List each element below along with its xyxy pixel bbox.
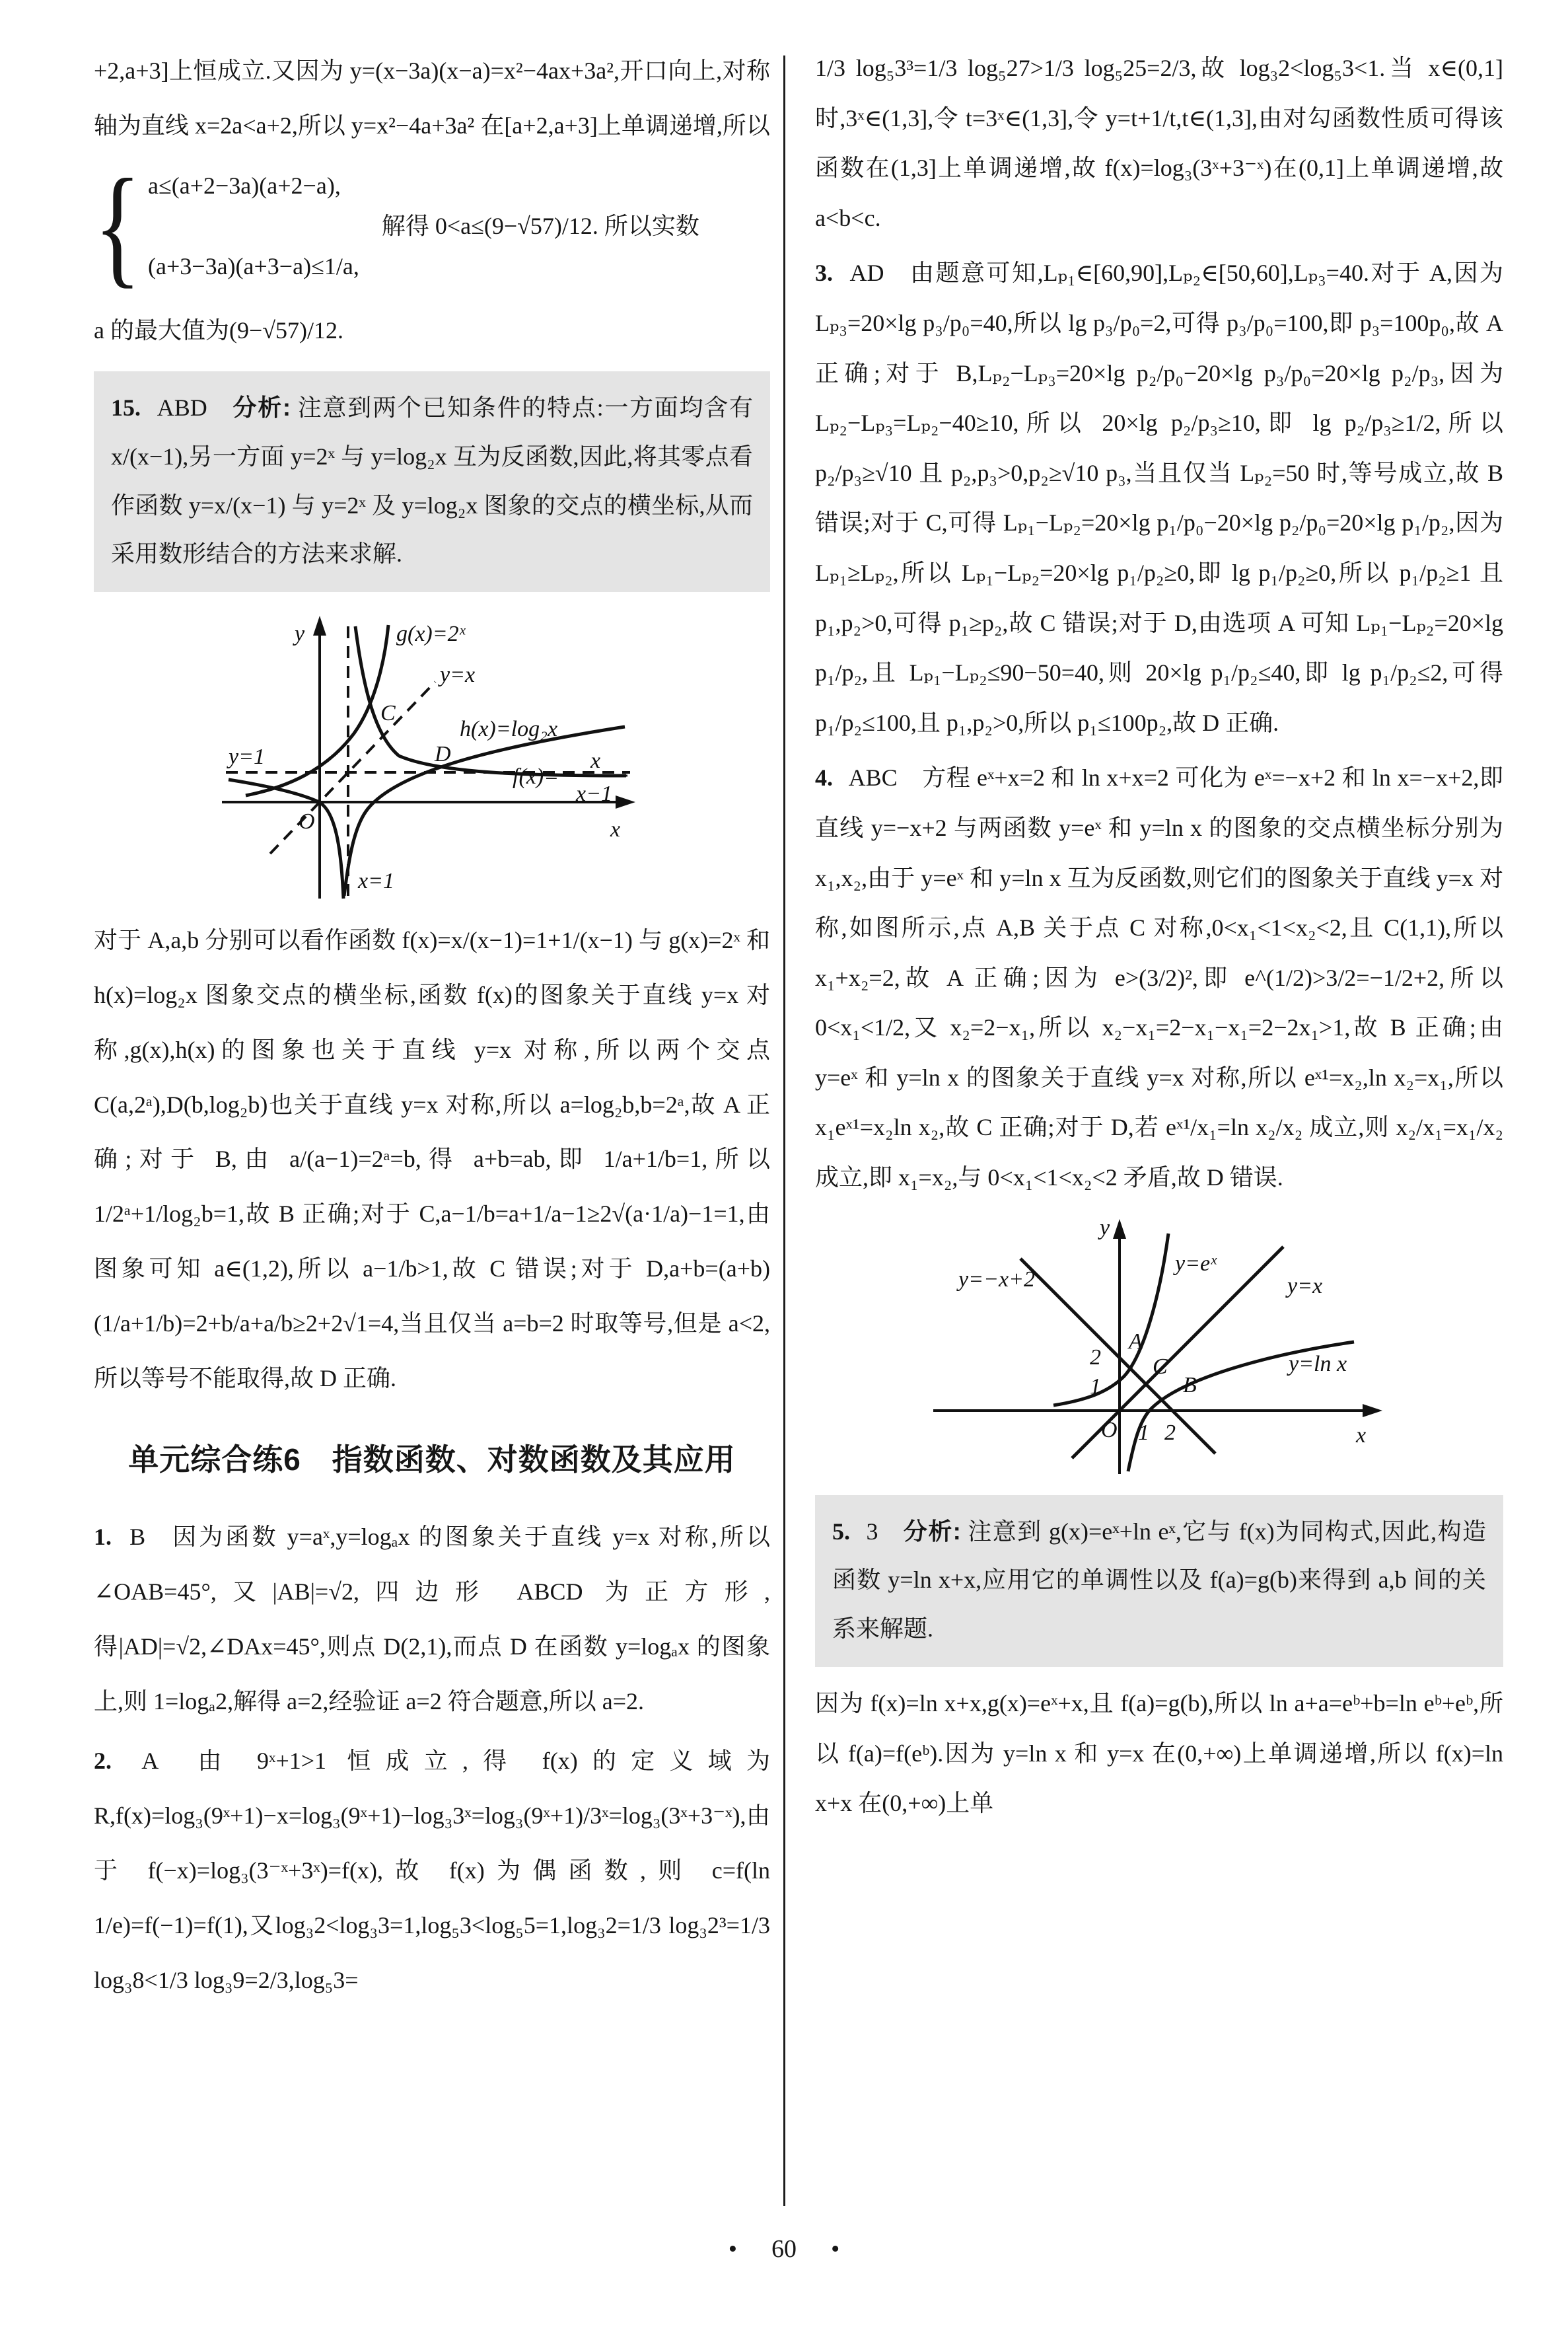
fig1-label-origin: O bbox=[299, 809, 315, 834]
fig2-label-C: C bbox=[1153, 1354, 1168, 1379]
problem-15-answer: ABD bbox=[157, 394, 207, 421]
fig1-label-y-equals-x: y=x bbox=[440, 663, 476, 688]
dashed-y-equals-x bbox=[270, 682, 435, 854]
fig2-label-A: A bbox=[1129, 1329, 1143, 1354]
page-footer bbox=[0, 2234, 1568, 2264]
fig2-label-exp: y=eˣ bbox=[1175, 1251, 1217, 1276]
fig1-label-f-denominator: x−1 bbox=[576, 782, 613, 807]
problem-2-answer: A bbox=[141, 1748, 159, 1775]
analysis-box-15 bbox=[94, 371, 770, 592]
fig2-label-line: y=−x+2 bbox=[958, 1267, 1036, 1292]
figure-problem-4 bbox=[921, 1212, 1397, 1482]
system-lines bbox=[148, 159, 359, 295]
analysis-5-text bbox=[832, 1507, 1486, 1654]
fig1-label-f-numerator: x bbox=[590, 749, 601, 774]
fig2-label-B: B bbox=[1183, 1372, 1197, 1397]
page-number: 60 bbox=[771, 2235, 797, 2263]
fig1-label-g: g(x)=2ˣ bbox=[396, 622, 466, 647]
system-conclusion: 解得 0<a≤(9−√57)/12. 所以实数 bbox=[381, 212, 699, 239]
section-title: 单元综合练6 指数函数、对数函数及其应用 bbox=[128, 1442, 736, 1477]
fig1-label-y1: y=1 bbox=[229, 745, 266, 770]
fig1-label-C: C bbox=[380, 701, 396, 726]
problem-3 bbox=[815, 248, 1503, 748]
right-column bbox=[815, 44, 1503, 1834]
fig2-label-x: x bbox=[1356, 1422, 1367, 1448]
solution-5-body: 因为 f(x)=ln x+x,g(x)=eˣ+x,且 f(a)=g(b),所以 ln a+a=eᵇ+b=ln eᵇ+eᵇ,所以 f(a)=f(eᵇ).因为 y=ln x 和 y=x 在(0,+∞)上单调递增,所以 f(x)=ln x+x 在(0,+∞)上单 bbox=[815, 1690, 1503, 1817]
fig2-label-origin: O bbox=[1101, 1417, 1118, 1442]
problem-2-number: 2. bbox=[94, 1748, 112, 1775]
problem-2 bbox=[94, 1734, 770, 2007]
fig2-label-y-equals-x: y=x bbox=[1287, 1273, 1323, 1298]
x-axis-arrow bbox=[616, 795, 635, 809]
problem-3-number: 3. bbox=[815, 260, 833, 287]
analysis-label: 分析: bbox=[232, 393, 291, 421]
column-divider bbox=[783, 55, 785, 2206]
system-line-2: (a+3−3a)(a+3−a)≤1/a, bbox=[148, 253, 359, 280]
solution-2-continuation: 1/3 log₅3³=1/3 log₅27>1/3 log₅25=2/3,故 log₃2<log₅3<1.当 x∈(0,1]时,3ˣ∈(1,3],令 t=3ˣ∈(1,3],令 y=t+1/t,t∈(1,3],由对勾函数性质可得该函数在(1,3]上单调递增,故 f(x)=log₃(3ˣ+3⁻ˣ)在(0,1]上单调递增,故 a<b<c. bbox=[815, 55, 1503, 231]
analysis-15-text bbox=[111, 383, 753, 579]
problem-2-body: 由 9ˣ+1>1 恒成立,得 f(x)的定义域为 R,f(x)=log₃(9ˣ+1)−x=log₃(9ˣ+1)−log₃3ˣ=log₃(9ˣ+1)/3ˣ=log₃(3ˣ+3⁻ˣ),由于 f(−x)=log₃(3⁻ˣ+3ˣ)=f(x),故 f(x)为偶函数,则 c=f(ln 1/e)=f(−1)=f(1),又log₃2<log₃3=1,log₅3<log₅5=1,log₃2=1/3 log₃2³=1/3 log₃8<1/3 log₃9=2/3,log₅3= bbox=[94, 1748, 771, 1993]
analysis-5-body: 注意到 g(x)=eˣ+ln eˣ,它与 f(x)为同构式,因此,构造函数 y=ln x+x,应用它的单调性以及 f(a)=g(b)来得到 a,b 间的关系来解题. bbox=[832, 1518, 1487, 1642]
problem-3-body: 由题意可知,Lₚ₁∈[60,90],Lₚ₂∈[50,60],Lₚ₃=40.对于 A,因为 Lₚ₃=20×lg p₃/p₀=40,所以 lg p₃/p₀=2,可得 p₃/p₀=100,即 p₃=100p₀,故 A 正确;对于 B,Lₚ₂−Lₚ₃=20×lg p₂/p₀−20×lg p₃/p₀=20×lg p₂/p₃,因为 Lₚ₂−Lₚ₃=Lₚ₂−40≥10,所以 20×lg p₂/p₃≥10,即 lg p₂/p₃≥1/2,所以 p₂/p₃≥√10 且 p₂,p₃>0,p₂≥√10 p₃,当且仅当 Lₚ₂=50 时,等号成立,故 B 错误;对于 C,可得 Lₚ₁−Lₚ₂=20×lg p₁/p₀−20×lg p₂/p₀=20×lg p₁/p₂,因为 Lₚ₁≥Lₚ₂,所以 Lₚ₁−Lₚ₂=20×lg p₁/p₂≥0,即 lg p₁/p₂≥0,所以 p₁/p₂≥1 且 p₁,p₂>0,可得 p₁≥p₂,故 C 错误;对于 D,由选项 A 可知 Lₚ₁−Lₚ₂=20×lg p₁/p₂,且 Lₚ₁−Lₚ₂≤90−50=40,则 20×lg p₁/p₂≤40,即 lg p₁/p₂≤2,可得 p₁/p₂≤100,且 p₁,p₂>0,所以 p₁≤100p₂,故 D 正确. bbox=[815, 260, 1504, 736]
problem-1 bbox=[94, 1510, 770, 1728]
problem-1-answer: B bbox=[129, 1524, 146, 1551]
footer-dot-left: • bbox=[728, 2235, 737, 2263]
solution-14-continuation: +2,a+3]上恒成立.又因为 y=(x−3a)(x−a)=x²−4ax+3a²,开口向上,对称轴为直线 x=2a<a+2,所以 y=x²−4a+3a² 在[a+2,a+3]上单调递增,所以 bbox=[94, 57, 770, 139]
brace-glyph: { bbox=[94, 152, 141, 301]
problem-4-body: 方程 eˣ+x=2 和 ln x+x=2 可化为 eˣ=−x+2 和 ln x=−x+2,即直线 y=−x+2 与两函数 y=eˣ 和 y=ln x 的图象的交点横坐标分别为 x₁,x₂,由于 y=eˣ 和 y=ln x 互为反函数,则它们的图象关于直线 y=x 对称,如图所示,点 A,B 关于点 C 对称,0<x₁<1<x₂<2,且 C(1,1),所以 x₁+x₂=2,故 A 正确;因为 e>(3/2)²,即 e^(1/2)>3/2=−1/2+2,所以 0<x₁<1/2,又 x₂=2−x₁,所以 x₂−x₁=2−x₁−x₁=2−2x₁>1,故 B 正确;由 y=eˣ 和 y=ln x 的图象关于直线 y=x 对称,所以 eˣ¹=x₂,ln x₂=x₁,所以 x₁eˣ¹=x₂ln x₂,故 C 正确;对于 D,若 eˣ¹/x₁=ln x₂/x₂ 成立,则 x₂/x₁=x₁/x₂ 成立,即 x₁=x₂,与 0<x₁<1<x₂<2 矛盾,故 D 错误. bbox=[815, 764, 1504, 1191]
line-y-equals-minus-x-plus-2 bbox=[1020, 1259, 1215, 1454]
fig1-label-x: x bbox=[610, 817, 621, 842]
fig2-tick-y2: 2 bbox=[1090, 1345, 1101, 1370]
problem-4 bbox=[815, 753, 1503, 1202]
fig2-tick-y1: 1 bbox=[1090, 1374, 1101, 1399]
system-line-1: a≤(a+2−3a)(a+2−a), bbox=[148, 172, 341, 199]
footer-dot-right: • bbox=[831, 2235, 840, 2263]
analysis-15-body: 注意到两个已知条件的特点:一方面均含有 x/(x−1),另一方面 y=2ˣ 与 y=log₂x 互为反函数,因此,将其零点看作函数 y=x/(x−1) 与 y=2ˣ 及 y=log₂x 图象的交点的横坐标,从而采用数形结合的方法来求解. bbox=[111, 394, 754, 568]
fig1-label-h: h(x)=log₂x bbox=[460, 717, 558, 742]
problem-1-number: 1. bbox=[94, 1524, 112, 1551]
fig1-label-y: y bbox=[295, 622, 305, 647]
x-axis-arrow bbox=[1363, 1404, 1382, 1417]
problem-3-answer: AD bbox=[849, 260, 884, 287]
fig1-label-f-prefix: f(x)= bbox=[513, 764, 559, 790]
fig2-tick-x2: 2 bbox=[1164, 1420, 1176, 1445]
problem-5-number: 5. bbox=[832, 1518, 850, 1545]
y-axis-arrow bbox=[1113, 1219, 1126, 1239]
problem-1-body: 因为函数 y=aˣ,y=logₐx 的图象关于直线 y=x 对称,所以∠OAB=45°,又|AB|=√2,四边形 ABCD 为正方形,得|AD|=√2,∠DAx=45°,则点 D(2,1),而点 D 在函数 y=logₐx 的图象上,则 1=logₐ2,解得 a=2,经验证 a=2 符合题意,所以 a=2. bbox=[94, 1524, 771, 1715]
curve-f-left-branch bbox=[229, 780, 343, 899]
left-column bbox=[94, 44, 770, 2012]
fig2-tick-x1: 1 bbox=[1138, 1420, 1149, 1445]
curve-g-2-pow-x bbox=[246, 625, 388, 795]
analysis-label: 分析: bbox=[903, 1517, 961, 1545]
fig2-label-ln: y=ln x bbox=[1289, 1351, 1347, 1376]
problem-15-number: 15. bbox=[111, 394, 141, 421]
analysis-box-5 bbox=[815, 1495, 1503, 1667]
figure-problem-15 bbox=[207, 604, 657, 903]
fig1-label-D: D bbox=[435, 742, 451, 767]
equation-system bbox=[94, 152, 770, 301]
solution-14-max-value: a 的最大值为(9−√57)/12. bbox=[94, 317, 344, 344]
fig1-label-x1: x=1 bbox=[358, 869, 395, 894]
problem-4-answer: ABC bbox=[848, 764, 898, 792]
problem-5-answer: 3 bbox=[866, 1518, 878, 1545]
fig2-label-y: y bbox=[1100, 1215, 1110, 1240]
problem-4-number: 4. bbox=[815, 764, 833, 792]
solution-15-body: 对于 A,a,b 分别可以看作函数 f(x)=x/(x−1)=1+1/(x−1) 与 g(x)=2ˣ 和 h(x)=log₂x 图象交点的横坐标,函数 f(x)的图象关于直线 y=x 对称,g(x),h(x)的图象也关于直线 y=x 对称,所以两个交点 C(a,2ᵃ),D(b,log₂b)也关于直线 y=x 对称,所以 a=log₂b,b=2ᵃ,故 A 正确;对于 B,由 a/(a−1)=2ᵃ=b,得 a+b=ab,即 1/a+1/b=1,所以 1/2ᵃ+1/log₂b=1,故 B 正确;对于 C,a−1/b=a+1/a−1≥2√(a·1/a)−1=1,由图象可知 a∈(1,2),所以 a−1/b>1,故 C 错误;对于 D,a+b=(a+b)(1/a+1/b)=2+b/a+a/b≥2+2√1=4,当且仅当 a=b=2 时取等号,但是 a<2,所以等号不能取得,故 D 正确. bbox=[94, 927, 770, 1391]
y-axis-arrow bbox=[313, 616, 326, 636]
